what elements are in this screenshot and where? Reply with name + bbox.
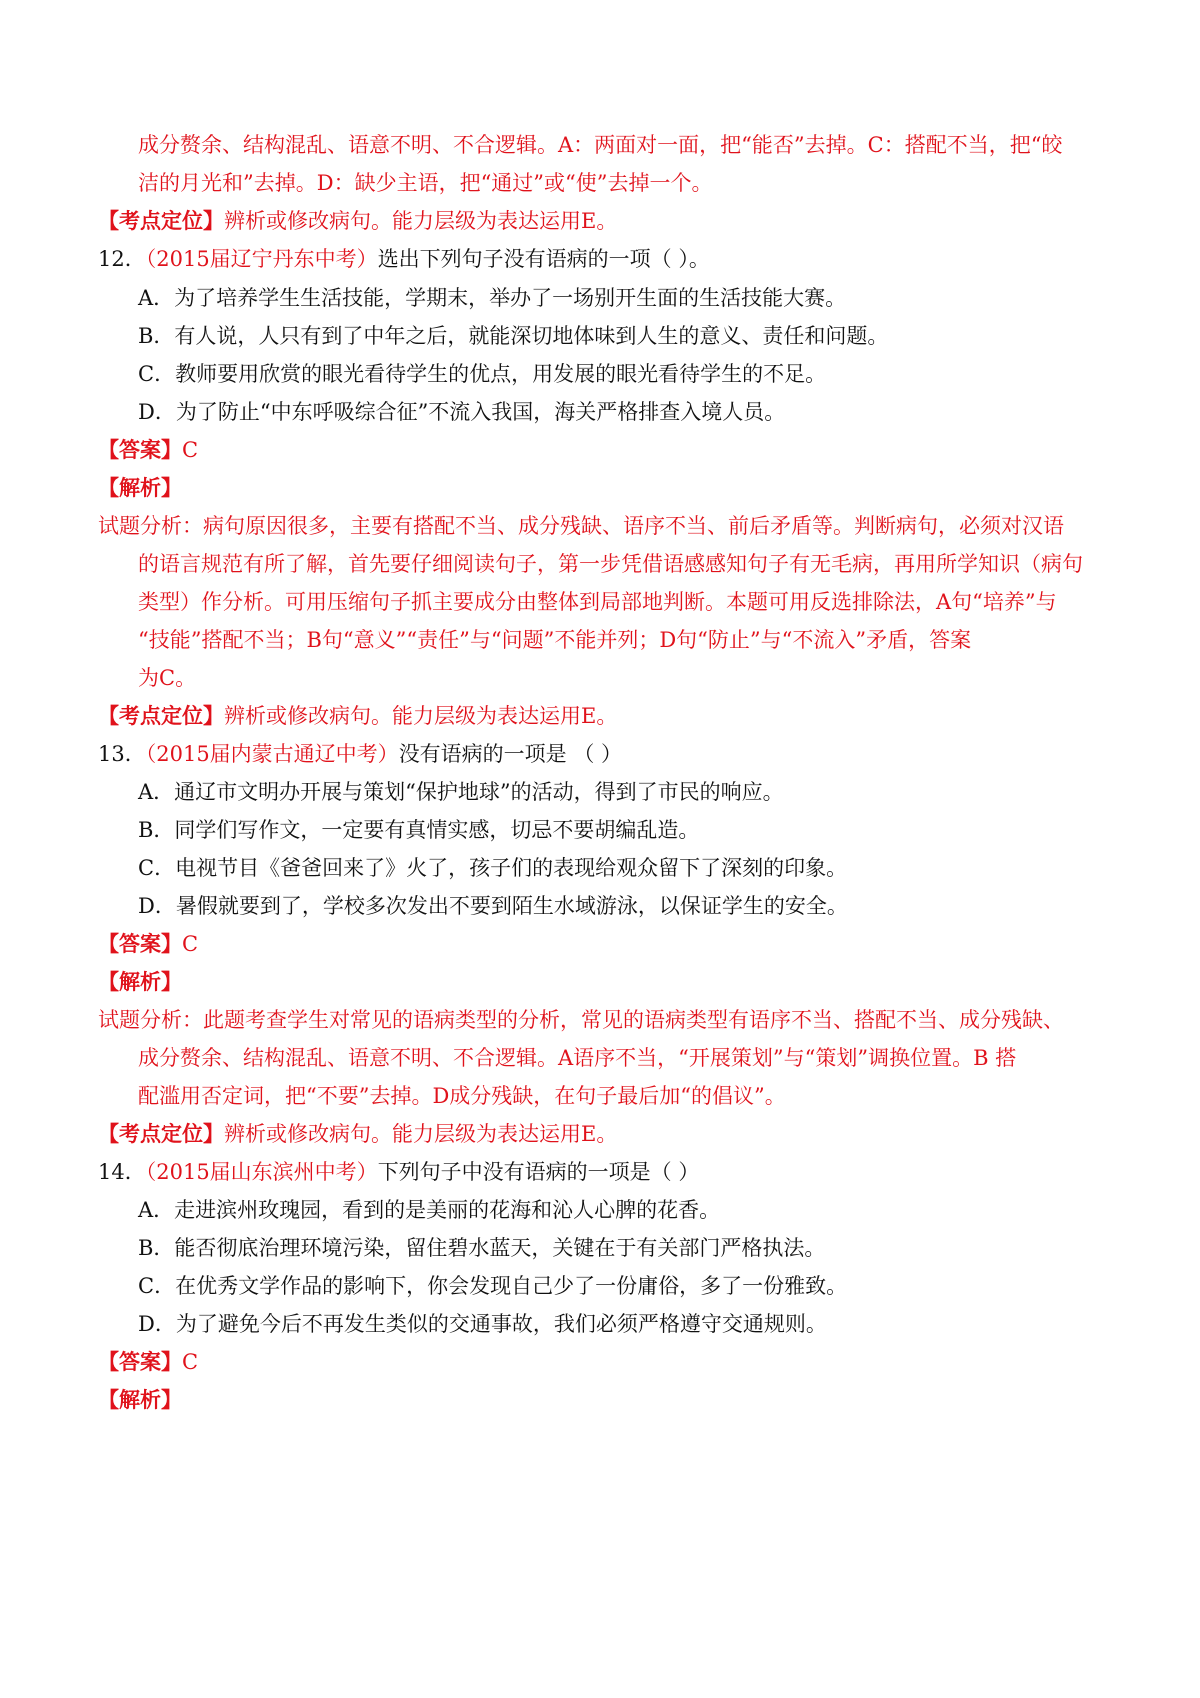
answer-row xyxy=(98,1349,198,1375)
kaodian-row xyxy=(98,208,617,234)
kaodian-label: 【考点定位】 xyxy=(98,208,224,233)
question-text: 选出下列句子没有语病的一项（ ）。 xyxy=(377,247,710,271)
question-number: 14． xyxy=(98,1160,146,1184)
analysis-line: 类型）作分析。可用压缩句子抓主要成分由整体到局部地判断。本题可用反选排除法，A句“培养”与 xyxy=(138,590,1057,614)
option-c: C．电视节目《爸爸回来了》火了，孩子们的表现给观众留下了深刻的印象。 xyxy=(138,856,848,880)
question-source: （2015届山东滨州中考） xyxy=(145,1160,378,1184)
option-d: D．为了防止“中东呼吸综合征”不流入我国，海关严格排查入境人员。 xyxy=(138,400,786,424)
answer-label: 【答案】 xyxy=(98,1349,182,1374)
analysis-line: 试题分析：此题考查学生对常见的语病类型的分析，常见的语病类型有语序不当、搭配不当、成分残缺、 xyxy=(98,1008,1064,1032)
question-source: （2015届内蒙古通辽中考） xyxy=(145,742,399,766)
question-number: 13． xyxy=(98,742,146,766)
option-c: C．在优秀文学作品的影响下，你会发现自己少了一份庸俗，多了一份雅致。 xyxy=(138,1274,848,1298)
jiexi-label: 【解析】 xyxy=(98,1387,182,1412)
analysis-line: 配滥用否定词，把“不要”去掉。D成分残缺，在句子最后加“的倡议”。 xyxy=(138,1084,786,1108)
analysis-line: 试题分析：病句原因很多，主要有搭配不当、成分残缺、语序不当、前后矛盾等。判断病句，必须对汉语 xyxy=(98,514,1064,538)
answer-value: C xyxy=(182,932,199,956)
option-b: B．有人说，人只有到了中年之后，就能深切地体味到人生的意义、责任和问题。 xyxy=(138,324,889,348)
answer-label: 【答案】 xyxy=(98,437,182,462)
kaodian-label: 【考点定位】 xyxy=(98,703,224,728)
option-d: D．暑假就要到了，学校多次发出不要到陌生水域游泳，以保证学生的安全。 xyxy=(138,894,848,918)
question-text: 没有语病的一项是 （ ） xyxy=(398,742,623,766)
analysis-continuation-line: 成分赘余、结构混乱、语意不明、不合逻辑。A：两面对一面，把“能否”去掉。C：搭配不当，把“皎 xyxy=(138,133,1063,157)
question-source: （2015届辽宁丹东中考） xyxy=(145,247,378,271)
option-c: C．教师要用欣赏的眼光看待学生的优点，用发展的眼光看待学生的不足。 xyxy=(138,362,827,386)
analysis-continuation-line: 洁的月光和”去掉。D：缺少主语，把“通过”或“使”去掉一个。 xyxy=(138,171,713,195)
option-b: B．能否彻底治理环境污染，留住碧水蓝天，关键在于有关部门严格执法。 xyxy=(138,1236,826,1260)
answer-label: 【答案】 xyxy=(98,931,182,956)
answer-row xyxy=(98,931,198,957)
question-number: 12． xyxy=(98,247,146,271)
question-text: 下列句子中没有语病的一项是（ ） xyxy=(377,1160,700,1184)
option-a: A．为了培养学生生活技能，学期末，举办了一场别开生面的生活技能大赛。 xyxy=(138,286,847,310)
jiexi-label: 【解析】 xyxy=(98,475,182,500)
kaodian-text: 辨析或修改病句。能力层级为表达运用E。 xyxy=(224,704,618,728)
question-12-stem xyxy=(98,246,710,272)
analysis-line: 成分赘余、结构混乱、语意不明、不合逻辑。A语序不当，“开展策划”与“策划”调换位置。B 搭 xyxy=(138,1046,1017,1070)
analysis-line: 的语言规范有所了解，首先要仔细阅读句子，第一步凭借语感感知句子有无毛病，再用所学知识（病句 xyxy=(138,552,1083,576)
option-b: B．同学们写作文，一定要有真情实感，切忌不要胡编乱造。 xyxy=(138,818,700,842)
jiexi-label: 【解析】 xyxy=(98,969,182,994)
analysis-line: 为C。 xyxy=(138,666,197,690)
kaodian-text: 辨析或修改病句。能力层级为表达运用E。 xyxy=(224,1122,618,1146)
answer-value: C xyxy=(182,1350,199,1374)
kaodian-row xyxy=(98,703,617,729)
question-14-stem xyxy=(98,1159,699,1185)
kaodian-label: 【考点定位】 xyxy=(98,1121,224,1146)
option-a: A．走进滨州玫瑰园，看到的是美丽的花海和沁人心脾的花香。 xyxy=(138,1198,721,1222)
option-d: D．为了避免今后不再发生类似的交通事故，我们必须严格遵守交通规则。 xyxy=(138,1312,827,1336)
kaodian-row xyxy=(98,1121,617,1147)
answer-row xyxy=(98,437,198,463)
kaodian-text: 辨析或修改病句。能力层级为表达运用E。 xyxy=(224,209,618,233)
option-a: A．通辽市文明办开展与策划“保护地球”的活动，得到了市民的响应。 xyxy=(138,780,784,804)
analysis-line: “技能”搭配不当；B句“意义”“责任”与“问题”不能并列；D句“防止”与“不流入”矛盾，答案 xyxy=(138,628,972,652)
answer-value: C xyxy=(182,438,199,462)
question-13-stem xyxy=(98,741,622,767)
